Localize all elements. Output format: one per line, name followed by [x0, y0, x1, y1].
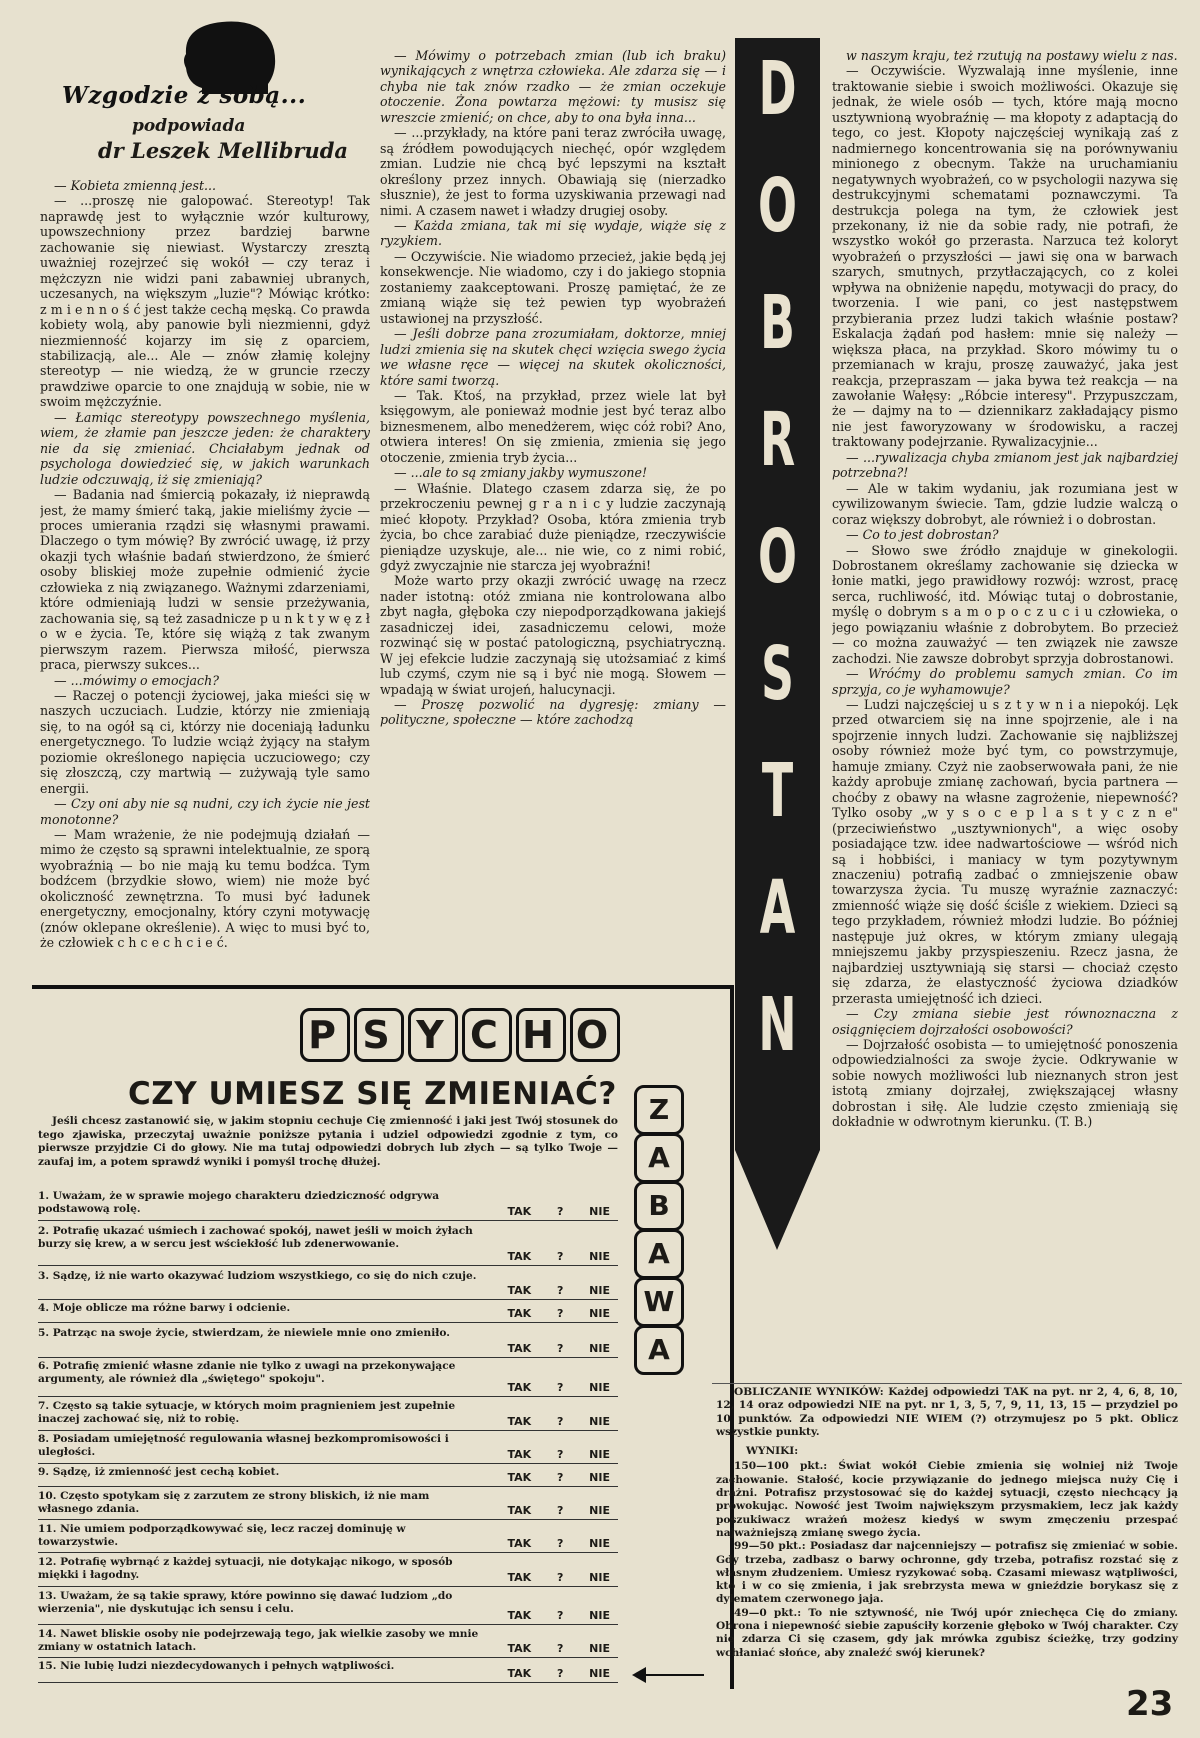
quiz-question-row[interactable] — [38, 1523, 618, 1553]
results-divider — [712, 1383, 1182, 1384]
result-low: 49—0 pkt.: To nie sztywność, nie Twój upór zniechęca Cię do zmiany. Obrona i niepewność siebie zapuściły korzenie głęboko w Twój charakter. Czy nie zdarza Ci się czasem, gdy jak mrówka zgubisz ścieżkę, trzy godziny wchłaniać słońce, aby znaleźć swój kierunek? — [716, 1606, 1178, 1659]
quiz-answer-options[interactable]: TAK ? NIE — [507, 1503, 610, 1517]
quiz-question-text: 13. Uważam, że są takie sprawy, które powinno się dawać ludziom „do wierzenia", nie dyskutując ich sensu i celu. — [38, 1590, 453, 1616]
banner-letter: S — [760, 631, 795, 717]
quiz-answer-options[interactable]: TAK ? NIE — [507, 1666, 610, 1680]
quiz-question-text: 11. Nie umiem podporządkowywać się, lecz raczej dominuję w towarzystwie. — [38, 1523, 406, 1549]
quiz-answer-options[interactable]: TAK ? NIE — [507, 1414, 610, 1428]
psycho-letter: P — [300, 1008, 350, 1062]
quiz-question-text: 1. Uważam, że w sprawie mojego charakteru dziedziczność odgrywa podstawową rolę. — [38, 1190, 440, 1216]
article-column-2 — [380, 48, 726, 978]
zabawa-letter: Z — [634, 1085, 684, 1135]
banner-letter: T — [761, 748, 794, 834]
zabawa-letter: W — [634, 1277, 684, 1327]
quiz-question-row[interactable] — [38, 1327, 618, 1358]
psycho-letter: H — [516, 1008, 566, 1062]
banner-letter: O — [757, 514, 798, 600]
question-paragraph: — ...rywalizacja chyba zmianom jest jak najbardziej potrzebna?! — [832, 449, 1178, 481]
quiz-answer-options[interactable]: TAK ? NIE — [507, 1341, 610, 1355]
answer-paragraph: Może warto przy okazji zwrócić uwagę na rzecz nader istotną: otóż zmiana nie kontrolowana albo zbyt nagła, głęboka czy niepodporządkowana jakiejś zasadniczej idei, zasadniczemu celowi, może rozwinąć się w postać patologiczną, psychiatryczną. W jej efekcie ludzie zaczynają się utożsamiać z kimś lub czymś, czym nie są i być nie mogą. Słowem — wpadają w świat urojeń, halucynacji. — [380, 573, 726, 697]
page-number: 23 — [1126, 1684, 1174, 1724]
quiz-question-text: 3. Sądzę, iż nie warto okazywać ludziom wszystkiego, co się do nich czuje. — [38, 1270, 477, 1282]
results-box — [716, 1386, 1178, 1660]
question-paragraph: — Jeśli dobrze pana zrozumiałam, doktorze, mniej ludzi zmienia się na skutek chęci wzięcia swego życia we własne ręce — więcej na skutek okoliczności, które sami tworzą. — [380, 326, 726, 388]
quiz-question-text: 8. Posiadam umiejętność regulowania własnej bezkompromisowości i uległości. — [38, 1433, 449, 1459]
quiz-question-row[interactable] — [38, 1360, 618, 1397]
quiz-question-text: 12. Potrafię wybrnąć z każdej sytuacji, nie dotykając nikogo, w sposób miękki i łagodny. — [38, 1556, 453, 1582]
article-column-3 — [832, 48, 1178, 1370]
quiz-intro: Jeśli chcesz zastanowić się, w jakim stopniu cechuje Cię zmienność i jaki jest Twój stosunek do tego zjawiska, przeczytaj uważnie poniższe pytania i udziel odpowiedzi zgodnie z tym, co pierwsze przyjdzie Ci do głowy. Nie ma tutaj odpowiedzi dobrych lub złych — są tylko Twoje — zaufaj im, a potem sprawdź wyniki i pomyśl trochę dłużej. — [38, 1115, 618, 1168]
answer-paragraph: — Oczywiście. Nie wiadomo przecież, jakie będą jej konsekwencje. Nie wiadomo, czy i do jakiego stopnia zostaniemy zaakceptowani. Proszę pamiętać, że ze zmianą wiąże się też pewien typ wyobrażeń ustawionej na przyszłość. — [380, 248, 726, 326]
banner-letter: N — [758, 982, 797, 1068]
quiz-answer-options[interactable]: TAK ? NIE — [507, 1447, 610, 1461]
answer-paragraph: — Oczywiście. Wyzwalają inne myślenie, inne traktowanie siebie i swoich możliwości. Okazuje się jednak, że wiele osób — tych, które mają mocno usztywnioną wyobraźnię — ma kłopoty z adaptacją do tego, co jest. Kłopoty najczęściej wynikają zaś z nadmiernego koncentrowania się na porównywaniu minionego z obecnym. Także na uruchamianiu negatywnych wyobrażeń, co w psychologii nazywa się destrukcyjnymi schematami poznawczymi. Ta destrukcja polega na tym, że człowiek jest przekonany, iż nie da sobie rady, nie potrafi, że wszystko wokół go przerasta. Narzuca też koloryt wyobrażeń o przyszłości — jawi się ona w barwach szarych, smutnych, przytłaczających, co z kolei wpływa na obniżenie napędu, motywacji do pracy, do tworzenia. I wie pani, co jest następstwem przybierania przez ludzi takich właśnie postaw? Eskalacja żądań pod hasłem: mnie się należy — większa płaca, na przykład. Skoro mówimy tu o przemianach w kraju, proszę zauważyć, jaka jest reakcja, przepraszam — jaka bywa też reakcja — na zawołanie Wałęsy: „Róbcie interesy". Przypuszczam, że — dajmy na to — dziennikarz zakładający pismo nie jest faworyzowany w środowisku, a raczej traktowany podejrzanie. Rywalizacyjnie... — [832, 63, 1178, 450]
banner-letter: D — [758, 46, 797, 132]
series-title: Wzgodzie z sobą... — [62, 82, 307, 109]
quiz-question-row[interactable] — [38, 1190, 618, 1221]
arrow-line — [640, 1674, 704, 1676]
banner-letter: O — [757, 163, 798, 249]
quiz-answer-options[interactable]: TAK ? NIE — [507, 1283, 610, 1297]
quiz-answer-options[interactable]: TAK ? NIE — [507, 1536, 610, 1550]
quiz-question-text: 4. Moje oblicze ma różne barwy i odcienie. — [38, 1302, 291, 1314]
quiz-question-text: 10. Często spotykam się z zarzutem ze strony bliskich, iż nie mam własnego zdania. — [38, 1490, 430, 1516]
question-paragraph: — Każda zmiana, tak mi się wydaje, wiąże się z ryzykiem. — [380, 217, 726, 249]
question-paragraph: — ...ale to są zmiany jakby wymuszone! — [394, 465, 648, 481]
quiz-question-row[interactable] — [38, 1466, 618, 1487]
quiz-question-row[interactable] — [38, 1400, 618, 1431]
quiz-answer-options[interactable]: TAK ? NIE — [507, 1249, 610, 1263]
banner-letter: B — [760, 280, 795, 366]
zabawa-letter: A — [634, 1325, 684, 1375]
scoring-text: OBLICZANIE WYNIKÓW: Każdej odpowiedzi TAK na pyt. nr 2, 4, 6, 8, 10, 12, 14 oraz odpowiedzi NIE na pyt. nr 1, 3, 5, 7, 9, 11, 13, 15 — przydziel po 10 punktów. Za odpowiedzi NIE WIEM (?) otrzymujesz po 5 pkt. Oblicz wszystkie punkty. — [716, 1386, 1178, 1438]
question-paragraph: — Czy oni aby nie są nudni, czy ich życie nie jest monotonne? — [40, 796, 370, 827]
banner-letter: R — [759, 397, 796, 483]
quiz-answer-options[interactable]: TAK ? NIE — [507, 1641, 610, 1655]
quiz-question-row[interactable] — [38, 1490, 618, 1520]
arrow-left-icon — [632, 1667, 646, 1683]
quiz-question-row[interactable] — [38, 1556, 618, 1587]
quiz-question-text: 5. Patrząc na swoje życie, stwierdzam, że niewiele mnie ono zmieniło. — [38, 1327, 450, 1339]
answer-paragraph: — Tak. Ktoś, na przykład, przez wiele lat był księgowym, ale ponieważ modnie jest być teraz albo biznesmenem, albo menedżerem, więc cóż robi? Ano, otwiera interes! On się zmienia, zmienia się jego otoczenie, zmienia tryb życia... — [380, 387, 726, 465]
quiz-title: CZY UMIESZ SIĘ ZMIENIAĆ? — [128, 1076, 617, 1112]
answer-paragraph: — Słowo swe źródło znajduje w ginekologii. Dobrostanem określamy zachowanie się dziecka w łonie matki, jego prawidłowy rozwój: wzrost, pracę serca, ruchliwość, itd. Mówiąc tutaj o dobrostanie, myślę o dobrym s a m o p o c z u c i u człowieka, o jego powiązaniu właśnie z dobrobytem. Bo przecież — co można zauważyć — ten związek nie zawsze zachodzi. Nie zawsze dobrobyt sprzyja dobrostanowi. — [832, 542, 1178, 666]
question-paragraph: — Łamiąc stereotypy powszechnego myślenia, wiem, że złamie pan jeszcze jeden: że charaktery nie da się zmieniać. Chciałabym jednak od psychologa dowiedzieć się, w jakich warunkach ludzie odczuwają, iż się zmieniają? — [40, 409, 370, 487]
question-paragraph: w naszym kraju, też rzutują na postawy wielu z nas. — [846, 48, 1178, 63]
result-mid: 99—50 pkt.: Posiadasz dar najcenniejszy — potrafisz się zmieniać w sobie. Gdy trzeba, zadbasz o barwy ochronne, gdy trzeba, potrafisz rozstać się z własnym złudzeniem. Umiesz ryzykować sobą. Czasami miewasz wątpliwości, kto i w co się zmienia, i jak srebrzysta mewa w gnieździe borykasz się z dylematem czerwonego jaja. — [716, 1540, 1178, 1606]
psycho-letter: C — [462, 1008, 512, 1062]
quiz-question-text: 14. Nawet bliskie osoby nie podejrzewają tego, jak wielkie zasoby we mnie zmiany w ostatnich latach. — [38, 1628, 479, 1654]
quiz-question-text: 15. Nie lubię ludzi niezdecydowanych i pełnych wątpliwości. — [38, 1660, 395, 1672]
quiz-question-row[interactable] — [38, 1433, 618, 1464]
answer-paragraph: — Raczej o potencji życiowej, jaka mieści się w naszych uczuciach. Ludzie, którzy nie zmieniają się, to na ogół są ci, którzy nie doceniają ładunku energetycznego. To ludzie wciąż żyjący na stałym poziomie określonego napięcia uczuciowego; czy się złoszczą, czy martwią — zużywają tyle samo energii. — [40, 687, 370, 796]
question-paragraph: — Czy zmiana siebie jest równoznaczna z osiągnięciem dojrzałości osobowości? — [832, 1006, 1178, 1037]
result-high: 150—100 pkt.: Świat wokół Ciebie zmienia się wolniej niż Twoje zachowanie. Stałość, kocie przywiązanie do jednego miejsca nuży Cię i drażni. Potrafisz przystosować się do każdej sytuacji, często niechcący ją prowokując. Nowość jest Twoim największym przysmakiem, lecz jak każdy poszukiwacz wrażeń możesz kiedyś w swym zmęczeniu przespać najważniejszą zmianę swego życia. — [716, 1460, 1178, 1539]
quiz-question-row[interactable] — [38, 1225, 618, 1266]
quiz-question-row[interactable] — [38, 1590, 618, 1625]
answer-paragraph: — Mam wrażenie, że nie podejmują działań — mimo że często są sprawni intelektualnie, ze sporą wyobraźnią — bo nie mają ku temu bodźca. Tym bodźcem (brzydkie słowo, wiem) nie może być okoliczność zewnętrzna. To musi być ładunek energetyczny, emocjonalny, który czyni motywację (znów oklepane określenie). A więc to musi być to, że człowiek c h c e c h c i e ć. — [40, 827, 370, 951]
psycho-letter: Y — [408, 1008, 458, 1062]
quiz-question-text: 2. Potrafię ukazać uśmiech i zachować spokój, nawet jeśli w moich żyłach burzy się krew, a w sercu jest wściekłość lub zdenerwowanie. — [38, 1225, 473, 1251]
answer-paragraph: — Właśnie. Dlatego czasem zdarza się, że po przekroczeniu pewnej g r a n i c y ludzie zaczynają mieć kłopoty. Przykład? Osoba, która zmienia tryb życia, bo chce zarabiać duże pieniądze, rzeczywiście pieniądze uzyskuje, ale... nie wie, co z nimi robić, gdyż zwyczajnie nie starcza jej wyobraźni! — [380, 480, 726, 573]
quiz-answer-options[interactable]: TAK ? NIE — [507, 1306, 610, 1320]
psycho-letter: S — [354, 1008, 404, 1062]
quiz-answer-options[interactable]: TAK ? NIE — [507, 1204, 610, 1218]
quiz-question-row[interactable] — [38, 1628, 618, 1658]
question-paragraph: — Kobieta zmienną jest... — [54, 178, 217, 193]
question-paragraph: — ...mówimy o emocjach? — [54, 672, 219, 688]
zabawa-letter: A — [634, 1133, 684, 1183]
answer-paragraph: — Ludzi najczęściej u s z t y w n i a niepokój. Lęk przed otwarciem się na inne spojrzenie, ale i na spojrzenie innych ludzi. Zachowanie się najbliższej osoby również może być tym, co powstrzymuje, hamuje zmiany. Czyż nie zaobserwowała pani, że nie każdy aprobuje zmianę zachowań, bycia partnera — choćby z obawy na własne zagrożenie, niepewność? Tylko osoby „w y s o c e p l a s t y c z n e" (przeciwieństwo „usztywnionych", a więc osoby posiadające tzw. idee nadwartościowe — wśród nich są i hobbiści, i maniacy w tym pozytywnym znaczeniu) potrafią zadbać o zmniejszenie obaw towarzysza życia. Tu muszę wyraźnie zaznaczyć: zmienność wiąże się dość ściśle z wiekiem. Dzieci są tego przykładem, również młodzi ludzie. Bo później następuje już okres, w którym zmiany ulegają mniejszemu jakby przyspieszeniu. Rzecz jasna, że najbardziej usztywniają się starsi — chociaż często się zdarza, że elastyczność życiowa dziadków przerasta umiejętność ich dzieci. — [832, 697, 1178, 1006]
quiz-answer-options[interactable]: TAK ? NIE — [507, 1608, 610, 1622]
zabawa-letter: A — [634, 1229, 684, 1279]
title-banner — [735, 38, 820, 1250]
banner-letter: A — [759, 865, 796, 951]
question-paragraph: — Co to jest dobrostan? — [846, 527, 999, 543]
zabawa-letter: B — [634, 1181, 684, 1231]
results-heading: WYNIKI: — [746, 1445, 799, 1458]
answer-paragraph: — Badania nad śmiercią pokazały, iż nieprawdą jest, że mamy śmierć taką, jakie mieliśmy życie — proces umierania rządzi się własnymi prawami. Dlaczego o tym mówię? By zwrócić uwagę, iż przy okazji tych właśnie badań stwierdzono, że śmierć osoby bliskiej może zupełnie odmienić życie człowieka z nią związanego. Ważnymi zdarzeniami, które odmieniają ludzi w sensie przeżywania, zachowania się, są też zasadnicze p u n k t y w ę z ł o w e życia. Te, które się wiążą z tak zwanym pierwszym razem. Pierwsza miłość, pierwsza praca, pierwszy sukces... — [40, 487, 370, 673]
quiz-question-text: 9. Sądzę, iż zmienność jest cechą kobiet. — [38, 1466, 280, 1478]
quiz-question-text: 6. Potrafię zmienić własne zdanie nie tylko z uwagi na przekonywające argumenty, ale również dla „świętego" spokoju". — [38, 1360, 456, 1386]
psycho-letter: O — [570, 1008, 620, 1062]
question-paragraph: — Proszę pozwolić na dygresję: zmiany — polityczne, społeczne — które zachodzą — [380, 697, 726, 728]
article-column-1 — [40, 178, 370, 978]
byline-author: dr Leszek Mellibruda — [98, 138, 349, 163]
quiz-answer-options[interactable]: TAK ? NIE — [507, 1470, 610, 1484]
quiz-answer-options[interactable]: TAK ? NIE — [507, 1380, 610, 1394]
answer-paragraph: — ...przykłady, na które pani teraz zwróciła uwagę, są źródłem powodujących niechęć, opór względem zmian. Ludzie nie chcą być lepszymi na kształt określony przez innych. Obawiają się (nierzadko słusznie), że jest to forma uzyskiwania przewagi nad nimi. A czasem nawet i władzy drugiej osoby. — [380, 125, 726, 218]
question-paragraph: — Mówimy o potrzebach zmian (lub ich braku) wynikających z wnętrza człowieka. Ale zdarza się — i chyba nie tak znów rzadko — że zmian oczekuje otoczenie. Żona powtarza mężowi: ty musisz się wreszcie zmienić; on chce, aby to ona była inna... — [380, 48, 726, 125]
psycho-heading — [300, 1008, 624, 1062]
quiz-question-row[interactable] — [38, 1270, 618, 1300]
answer-paragraph: — Ale w takim wydaniu, jak rozumiana jest w cywilizowanym świecie. Tam, gdzie ludzie walczą o coraz większy dobrobyt, ale również i o dobrostan. — [832, 480, 1178, 527]
quiz-question-row[interactable] — [38, 1302, 618, 1323]
answer-paragraph: — Dojrzałość osobista — to umiejętność ponoszenia odpowiedzialności za swoje życie. Odkrywanie w sobie nowych możliwości lub nieznanych stron jest istotą zmiany dojrzałej, zwiększającej własny dobrostan i siłę. Ale ludzie często zmieniają się dokładnie w odwrotnym kierunku. (T. B.) — [832, 1037, 1178, 1130]
quiz-answer-options[interactable]: TAK ? NIE — [507, 1570, 610, 1584]
question-paragraph: — Wróćmy do problemu samych zmian. Co im sprzyja, co je wyhamowuje? — [832, 666, 1178, 697]
answer-paragraph: — ...proszę nie galopować. Stereotyp! Tak naprawdę jest to wyłącznie wzór kulturowy, upowszechniony przez bardziej barwne zachowanie się niewiast. Wystarczy zresztą uważniej rozejrzeć się wokół — czy teraz i mężczyzn nie widzi pani zabawniej ubranych, uczesanych, na większym „luzie"? Mówiąc krótko: z m i e n n o ś ć jest także cechą męską. Co prawda kobiety wolą, aby panowie byli niezmienni, gdyż niezmienność kojarzy im się z oparciem, stabilizacją, ale... Ale — znów złamię kolejny stereotyp — nie wiedzą, że w gruncie rzeczy prawdziwe oparcie to one znajdują w sobie, nie w swoim mężczyźnie. — [40, 193, 370, 410]
byline-label: podpowiada — [132, 116, 246, 136]
quiz-question-row[interactable] — [38, 1660, 618, 1683]
quiz-question-text: 7. Często są takie sytuacje, w których moim pragnieniem jest zupełnie inaczej zachować się, niż to robię. — [38, 1400, 456, 1426]
